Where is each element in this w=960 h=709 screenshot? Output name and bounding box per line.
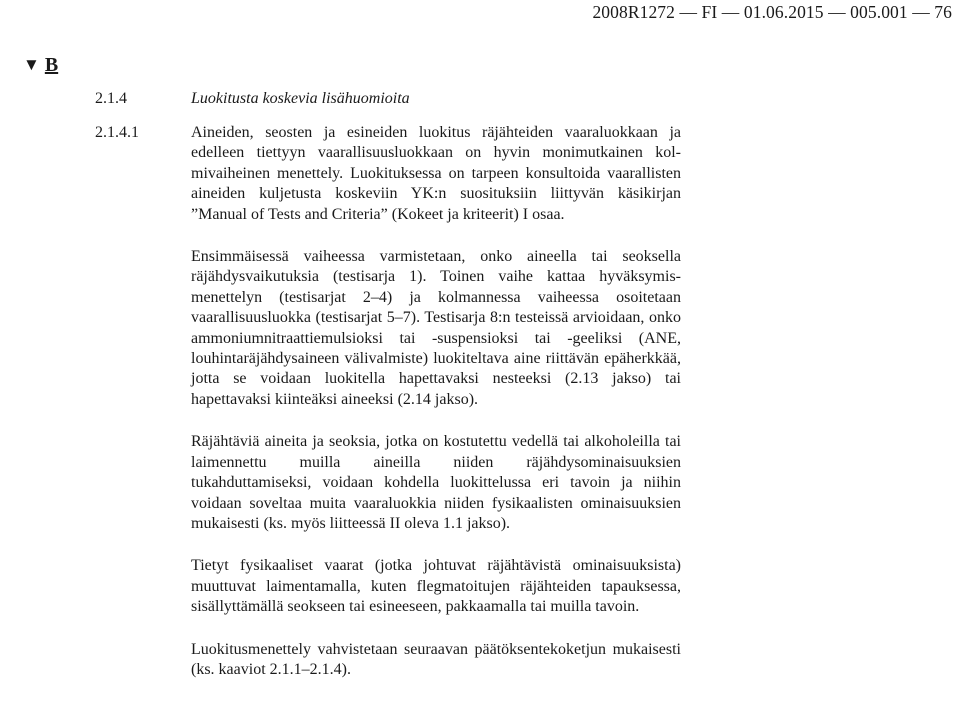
amendment-marker	[23, 54, 58, 77]
body-text	[191, 123, 681, 702]
down-triangle-icon: ▼	[23, 55, 40, 74]
section-title: Luokitusta koskevia lisähuomioita	[191, 90, 410, 107]
amendment-marker-letter: B	[44, 54, 59, 76]
paragraph: Ensimmäisessä vaiheessa varmistetaan, onko aineella tai seoksella räjähdysvaikutuksia (testisarja 1). Toinen vaihe kattaa hyväksymismenettelyn (testisarjat 2–4) ja kolmannessa vaiheessa osoitetaan vaarallisuusluokka (testisarjat 5–7). Testisarja 8:n testeissä arvioidaan, onko ammoniumnitraattiemulsioksi tai -suspensioksi tai -geeliksi (ANE, louhintaräjähdysaineen välivalmiste) luokiteltava aine riittävän epäherkkää, jotta se voidaan luokitella hapettavaksi nesteeksi (2.13 jakso) tai hapettavaksi kiinteäksi aineeksi (2.14 jakso).	[191, 248, 681, 408]
page-header: 2008R1272 — FI — 01.06.2015 — 005.001 — 76	[592, 2, 952, 22]
subsection-number: 2.1.4.1	[95, 124, 139, 141]
paragraph: Räjähtäviä aineita ja seoksia, jotka on kostutettu vedellä tai alkoholeilla tai laimennettu muilla aineilla niiden räjähdysominaisuuksien tukahduttamiseksi, voidaan kohdella luokittelussa eri tavoin ja niihin voidaan soveltaa muita vaaraluokkia niiden fysikaalisten ominaisuuksien mukaisesti (ks. myös liitteessä II oleva 1.1 jakso).	[191, 433, 681, 532]
paragraph: Aineiden, seosten ja esineiden luokitus räjähteiden vaaraluokkaan ja edelleen tiettyyn vaarallisuusluokkaan on hyvin monimutkainen kolmivaiheinen menettely. Luokituksessa on tarpeen konsultoida vaarallisten aineiden kuljetusta koskeviin YK:n suosituksiin liittyvän käsikirjan ”Manual of Tests and Criteria” (Kokeet ja kriteerit) I osaa.	[191, 124, 681, 223]
section-number: 2.1.4	[95, 90, 127, 107]
paragraph: Luokitusmenettely vahvistetaan seuraavan päätöksentekoketjun mukaisesti (ks. kaaviot 2.1.1–2.1.4).	[191, 640, 681, 678]
paragraph: Tietyt fysikaaliset vaarat (jotka johtuvat räjähtävistä ominaisuuksista) muuttuvat laimentamalla, kuten flegmatoitujen räjähteiden tapauksessa, sisällyttämällä seokseen tai esineeseen, pakkaamalla tai muilla tavoin.	[191, 557, 681, 616]
